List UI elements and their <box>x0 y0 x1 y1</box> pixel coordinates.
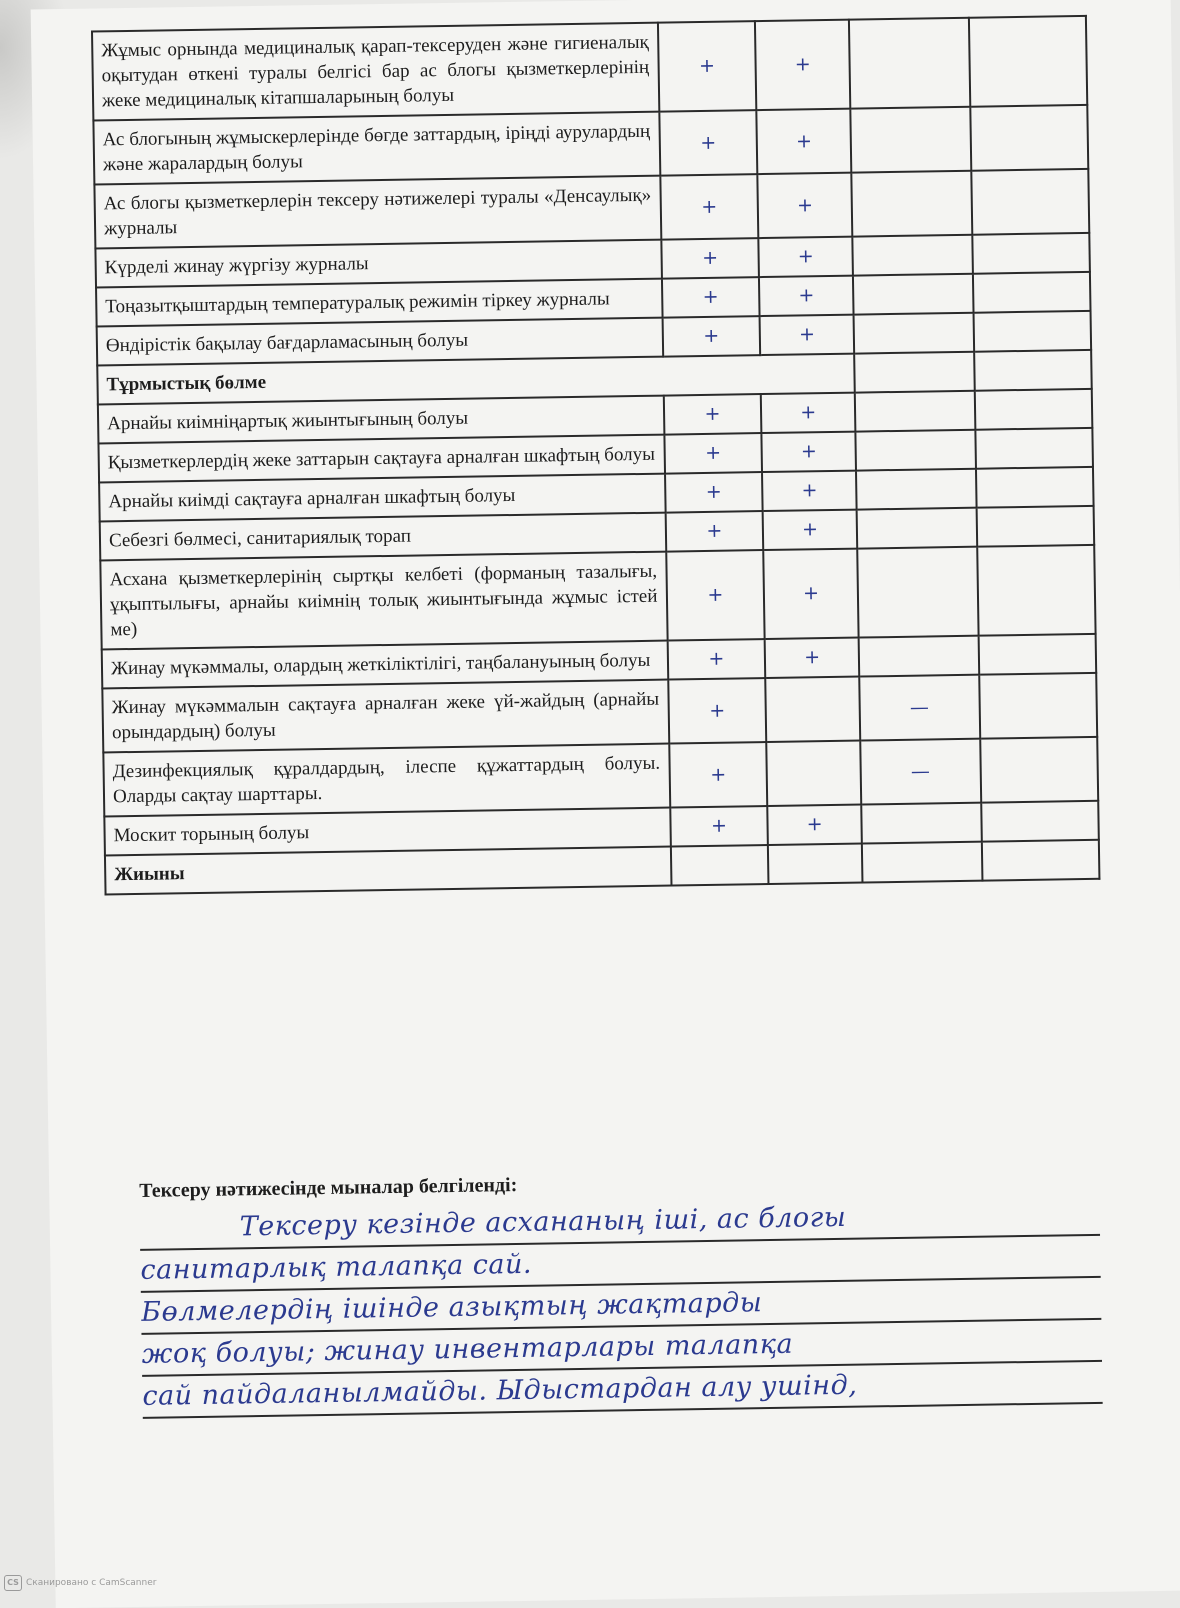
criterion-text: Асхана қызметкерлерінің сыртқы келбеті (форманың тазалығы, ұқыптылығы, арнайы киімнің толық жиынтығында жұмыс істей ме) <box>100 552 667 650</box>
mark-cell: + <box>761 393 855 433</box>
checklist-row <box>92 16 1087 121</box>
mark-cell <box>975 428 1093 469</box>
mark-cell <box>978 634 1096 675</box>
mark-cell <box>973 311 1091 352</box>
mark-cell <box>859 636 979 677</box>
mark-cell <box>857 547 978 638</box>
mark-cell: + <box>765 638 859 678</box>
mark-cell <box>849 18 970 109</box>
mark-cell <box>855 430 975 471</box>
checklist-table <box>91 15 1100 896</box>
criterion-text: Жинау мүкәммалын сақтауға арналған жеке үй-жайдың (арнайы орындардың) болуы <box>102 680 668 753</box>
results-section <box>139 1165 1103 1419</box>
mark-cell: + <box>665 472 763 513</box>
mark-cell <box>975 467 1093 508</box>
mark-cell: + <box>759 237 853 277</box>
mark-cell: + <box>670 806 768 847</box>
criterion-text: Дезинфекциялық құралдардың, ілеспе құжаттардың болуы. Оларды сақтау шарттары. <box>103 744 669 817</box>
criterion-text: Себезгі бөлмесі, санитариялық торап <box>100 513 666 561</box>
total-label: Жиыны <box>105 847 671 895</box>
mark-cell: + <box>760 315 854 355</box>
mark-cell: + <box>659 110 758 176</box>
mark-cell <box>854 352 974 393</box>
mark-cell <box>968 16 1087 107</box>
mark-cell <box>855 391 975 432</box>
criterion-text: Москит торының болуы <box>104 808 670 856</box>
mark-cell <box>972 272 1090 313</box>
mark-cell <box>980 737 1098 803</box>
mark-cell <box>853 313 973 354</box>
handwritten-line: санитарлық талапқа сай. <box>140 1236 1101 1293</box>
checklist-row <box>100 545 1095 650</box>
mark-cell: + <box>666 550 765 641</box>
mark-cell: — <box>859 675 980 741</box>
results-heading: Тексеру нәтижесінде мыналар белгіленді: <box>139 1174 518 1202</box>
mark-cell: + <box>757 109 852 174</box>
handwritten-line: Тексеру кезінде асхананың іші, ас блогы <box>140 1194 1101 1251</box>
mark-cell <box>852 235 972 276</box>
mark-cell: + <box>762 471 856 511</box>
mark-cell <box>979 673 1097 739</box>
scanner-watermark <box>4 1575 156 1591</box>
mark-cell <box>981 840 1099 881</box>
criterion-text: Жұмыс орнында медициналық қарап-тексеруден және гигиеналық оқытудан өткені туралы белгісі бар ас блогы қызметкерлерінің жеке медициналық кітапшаларының болуы <box>92 23 659 121</box>
mark-cell <box>972 233 1090 274</box>
mark-cell <box>977 545 1096 636</box>
section-title: Тұрмыстық бөлме <box>97 354 854 405</box>
handwritten-line: жоқ болуы; жинау инвентарлары талапқа <box>141 1320 1102 1377</box>
criterion-text: Қызметкерлердің жеке заттарын сақтауға арналған шкафтың болуы <box>98 435 664 483</box>
mark-cell <box>970 105 1088 171</box>
mark-cell: + <box>758 173 853 238</box>
mark-cell: + <box>657 21 756 112</box>
mark-cell <box>976 506 1094 547</box>
mark-cell: + <box>764 549 859 639</box>
mark-cell <box>856 508 976 549</box>
mark-cell <box>981 801 1099 842</box>
mark-cell <box>767 741 862 806</box>
mark-cell: — <box>860 739 981 805</box>
mark-cell <box>974 350 1092 391</box>
mark-cell <box>861 803 981 844</box>
criterion-text: Өндірістік бақылау бағдарламасының болуы <box>97 318 663 366</box>
criterion-text: Жинау мүкәммалы, олардың жеткіліктілігі, таңбалануының болуы <box>102 641 668 689</box>
mark-cell <box>856 469 976 510</box>
checklist-body <box>92 16 1099 895</box>
handwritten-line: сай пайдаланылмайды. Ыдыстардан алу ушінд, <box>142 1362 1103 1419</box>
document-page <box>31 0 1180 1608</box>
mark-cell <box>670 845 768 886</box>
mark-cell: + <box>755 20 850 110</box>
handwritten-line: Бөлмелердің ішінде азықтың жақтарды <box>141 1278 1102 1335</box>
mark-cell: + <box>661 238 759 279</box>
criterion-text: Арнайы киімніңартық жиынтығының болуы <box>98 396 664 444</box>
criterion-text: Тоңазытқыштардың температуралық режимін тіркеу журналы <box>96 279 662 327</box>
mark-cell <box>850 107 971 173</box>
criterion-text: Ас блогының жұмыскерлерінде бөгде заттардың, іріңді аурулардың және жаралардың болуы <box>93 112 659 185</box>
mark-cell: + <box>762 432 856 472</box>
criterion-text: Арнайы киімді сақтауға арналған шкафтың болуы <box>99 474 665 522</box>
mark-cell: + <box>662 316 760 357</box>
mark-cell <box>768 844 862 884</box>
mark-cell: + <box>668 678 767 744</box>
mark-cell <box>862 842 982 883</box>
mark-cell: + <box>663 394 761 435</box>
mark-cell: + <box>763 510 857 550</box>
mark-cell <box>971 169 1089 235</box>
mark-cell: + <box>667 639 765 680</box>
mark-cell: + <box>768 805 862 845</box>
mark-cell: + <box>664 433 762 474</box>
mark-cell: + <box>660 174 759 240</box>
criterion-text: Ас блогы қызметкерлерін тексеру нәтижелері туралы «Денсаулық» журналы <box>94 176 660 249</box>
camscanner-logo-icon: CS <box>4 1575 22 1591</box>
mark-cell <box>851 171 972 237</box>
mark-cell: + <box>661 277 759 318</box>
scanner-watermark-text: Сканировано с CamScanner <box>26 1578 157 1588</box>
mark-cell <box>766 677 861 742</box>
mark-cell <box>853 274 973 315</box>
mark-cell: + <box>759 276 853 316</box>
mark-cell: + <box>669 742 768 808</box>
mark-cell: + <box>665 511 763 552</box>
criterion-text: Күрделі жинау жүргізу журналы <box>95 240 661 288</box>
mark-cell <box>974 389 1092 430</box>
